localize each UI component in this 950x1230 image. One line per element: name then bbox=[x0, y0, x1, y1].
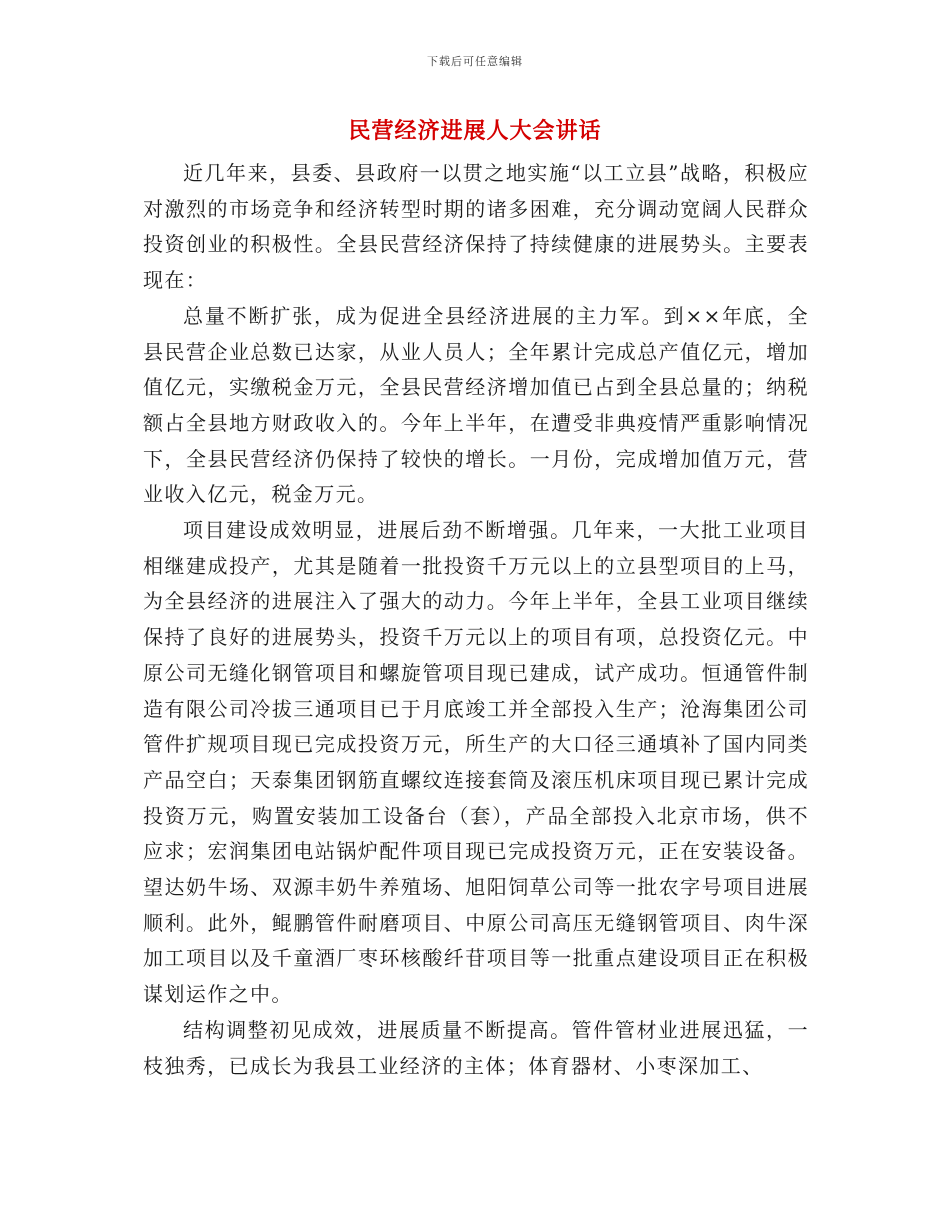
paragraph-total-growth: 总量不断扩张，成为促进全县经济进展的主力军。到××年底，全县民营企业总数已达家，从业人员人；全年累计完成总产值亿元，增加值亿元，实缴税金万元，全县民营经济增加值已占到全县总量的；纳税额占全县地方财政收入的。今年上半年，在遭受非典疫情严重影响情况下，全县民营经济仍保持了较快的增长。一月份，完成增加值万元，营业收入亿元，税金万元。 bbox=[143, 303, 809, 507]
paragraph-project-construction: 项目建设成效明显，进展后劲不断增强。几年来，一大批工业项目相继建成投产，尤其是随着一批投资千万元以上的立县型项目的上马，为全县经济的进展注入了强大的动力。今年上半年，全县工业项目继续保持了良好的进展势头，投资千万元以上的项目有项，总投资亿元。中原公司无缝化钢管项目和螺旋管项目现已建成，试产成功。恒通管件制造有限公司冷拔三通项目已于月底竣工并全部投入生产；沧海集团公司管件扩规项目现已完成投资万元，所生产的大口径三通填补了国内同类产品空白；天泰集团钢筋直螺纹连接套筒及滚压机床项目现已累计完成投资万元，购置安装加工设备台（套），产品全部投入北京市场，供不应求；宏润集团电站锅炉配件项目现已完成投资万元，正在安装设备。望达奶牛场、双源丰奶牛养殖场、旭阳饲草公司等一批农字号项目进展顺利。此外，鲲鹏管件耐磨项目、中原公司高压无缝钢管项目、肉牛深加工项目以及千童酒厂枣环核酸纤苷项目等一批重点建设项目正在积极谋划运作之中。 bbox=[143, 518, 809, 1007]
page-header-note: 下载后可任意编辑 bbox=[427, 55, 523, 68]
paragraph-intro: 近几年来，县委、县政府一以贯之地实施“以工立县”战略，积极应对激烈的市场竞争和经济转型时期的诸多困难，充分调动宽阔人民群众投资创业的积极性。全县民营经济保持了持续健康的进展势头。主要表现在： bbox=[143, 161, 809, 293]
document-title: 民营经济进展人大会讲话 bbox=[348, 118, 602, 144]
paragraph-structure-adjustment: 结构调整初见成效，进展质量不断提高。管件管材业进展迅猛，一枝独秀，已成长为我县工业经济的主体；体育器材、小枣深加工、 bbox=[143, 1017, 809, 1078]
document-body bbox=[143, 156, 809, 1084]
